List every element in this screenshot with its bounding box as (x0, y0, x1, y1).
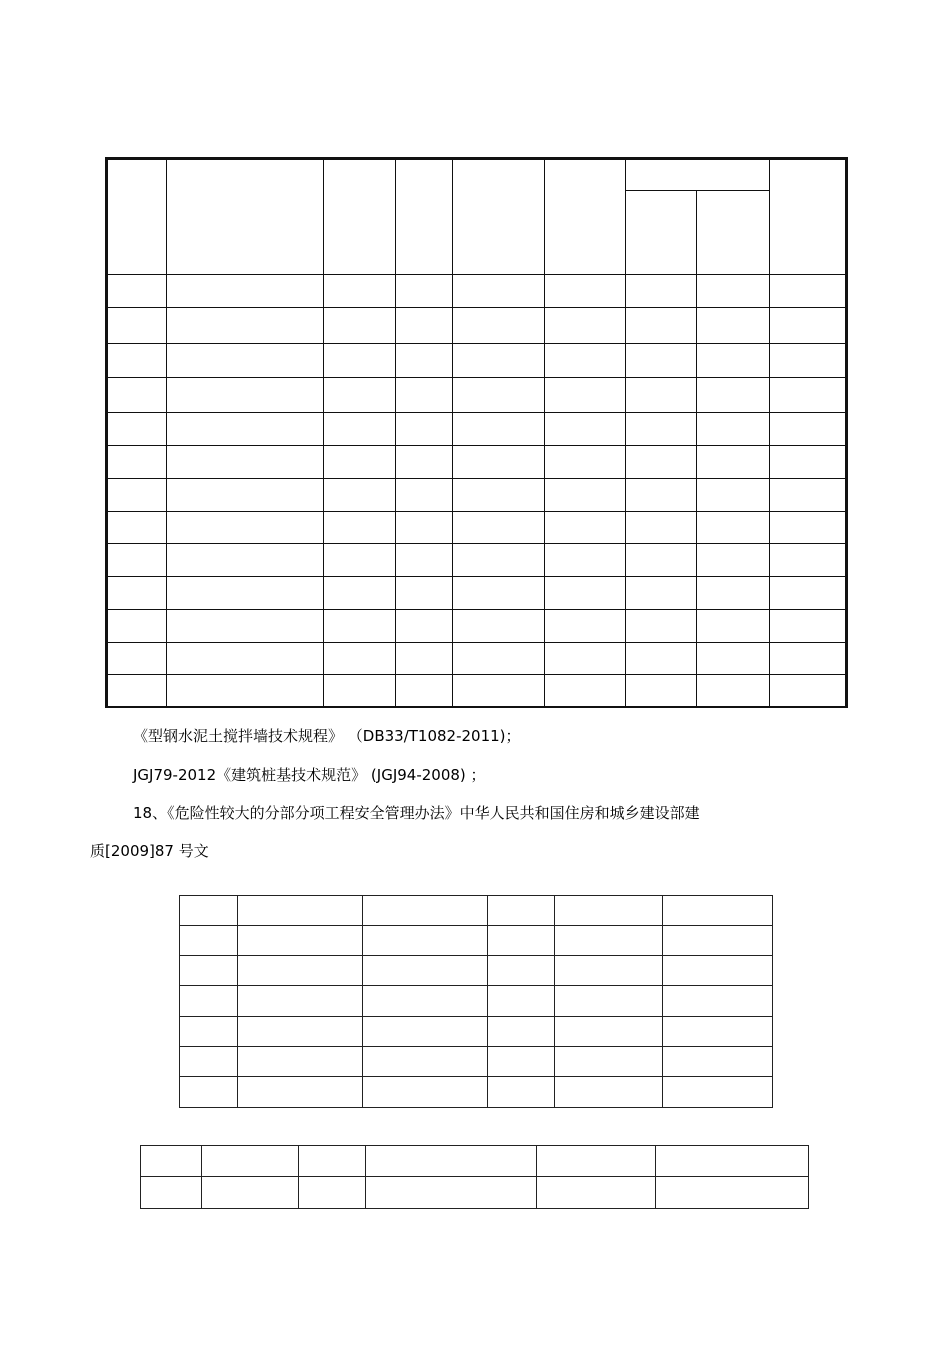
table-cell (663, 956, 773, 986)
table-cell (453, 378, 545, 413)
table-cell (545, 275, 626, 308)
table-cell (107, 344, 167, 378)
table-cell (324, 378, 396, 413)
table-cell (141, 1146, 202, 1177)
table-row (107, 675, 847, 707)
table-cell (396, 308, 453, 344)
reference-line-1: 《型钢水泥土搅拌墙技术规程》 （DB33/T1082-2011)； (133, 727, 521, 745)
table-cell (770, 577, 847, 610)
table-cell (488, 1077, 555, 1108)
table-cell (396, 512, 453, 544)
table-cell (107, 308, 167, 344)
table-cell (167, 643, 324, 675)
reference-line-2: JGJ79-2012《建筑桩基技术规范》 (JGJ94-2008) ； (133, 766, 486, 784)
table-cell (545, 378, 626, 413)
table-cell (324, 577, 396, 610)
table-cell (238, 1047, 363, 1077)
table-cell (324, 413, 396, 446)
header-cell (107, 159, 167, 275)
main-table (105, 157, 848, 708)
reference-line-4: 质[2009]87 号文 (90, 842, 209, 860)
table-row (180, 926, 773, 956)
table-cell (238, 956, 363, 986)
table-cell (453, 544, 545, 577)
table-cell (180, 1017, 238, 1047)
table-cell (770, 275, 847, 308)
table-row (141, 1177, 809, 1209)
table-cell (626, 275, 697, 308)
table-cell (770, 413, 847, 446)
table-cell (299, 1177, 366, 1209)
table-cell (453, 479, 545, 512)
table-cell (238, 896, 363, 926)
table-cell (697, 344, 770, 378)
table-cell (324, 275, 396, 308)
table-cell (453, 344, 545, 378)
table-cell (770, 479, 847, 512)
table-cell (626, 479, 697, 512)
table-cell (697, 544, 770, 577)
table-cell (167, 544, 324, 577)
table-cell (555, 1077, 663, 1108)
table-cell (324, 512, 396, 544)
table-cell (626, 378, 697, 413)
table-cell (545, 413, 626, 446)
table-cell (626, 308, 697, 344)
table-cell (626, 577, 697, 610)
table-cell (626, 544, 697, 577)
table-cell (107, 378, 167, 413)
header-cell (167, 159, 324, 275)
table-cell (697, 378, 770, 413)
table-cell (180, 986, 238, 1017)
table-cell (555, 1047, 663, 1077)
table-cell (202, 1177, 299, 1209)
table-row (107, 544, 847, 577)
table-cell (363, 1017, 488, 1047)
table-cell (555, 926, 663, 956)
table-cell (663, 1077, 773, 1108)
table-cell (453, 275, 545, 308)
header-group-cell (626, 159, 770, 191)
table-cell (238, 1017, 363, 1047)
table-cell (324, 479, 396, 512)
table-cell (663, 986, 773, 1017)
table-cell (167, 308, 324, 344)
table-cell (656, 1177, 809, 1209)
table-cell (396, 643, 453, 675)
table-cell (697, 308, 770, 344)
table-cell (656, 1146, 809, 1177)
table-cell (396, 577, 453, 610)
table-row (107, 344, 847, 378)
table-cell (107, 643, 167, 675)
table-cell (396, 675, 453, 707)
table-cell (324, 308, 396, 344)
table-cell (167, 675, 324, 707)
table-cell (545, 675, 626, 707)
table-cell (167, 275, 324, 308)
table-cell (396, 479, 453, 512)
table-cell (107, 675, 167, 707)
table-cell (324, 675, 396, 707)
table-cell (167, 610, 324, 643)
table-cell (363, 926, 488, 956)
table-row (180, 896, 773, 926)
table-cell (545, 479, 626, 512)
table-cell (107, 512, 167, 544)
table-cell (324, 610, 396, 643)
table-cell (107, 577, 167, 610)
table-cell (167, 577, 324, 610)
table-cell (396, 446, 453, 479)
table-cell (202, 1146, 299, 1177)
table-row (107, 446, 847, 479)
table-row (107, 512, 847, 544)
table-cell (453, 643, 545, 675)
header-cell (324, 159, 396, 275)
table-cell (453, 675, 545, 707)
table-cell (238, 1077, 363, 1108)
table-cell (545, 544, 626, 577)
table-cell (453, 308, 545, 344)
table-cell (697, 512, 770, 544)
table-cell (663, 926, 773, 956)
table-cell (663, 1047, 773, 1077)
table-cell (324, 643, 396, 675)
table-cell (363, 986, 488, 1017)
table-cell (697, 446, 770, 479)
table-cell (697, 643, 770, 675)
header-cell (453, 159, 545, 275)
table-cell (626, 610, 697, 643)
table-cell (697, 675, 770, 707)
table-cell (453, 512, 545, 544)
table-row (107, 577, 847, 610)
table-cell (545, 610, 626, 643)
header-cell (545, 159, 626, 275)
header-sub-cell (697, 191, 770, 275)
header-row (107, 159, 847, 191)
table-cell (180, 1047, 238, 1077)
table-cell (453, 446, 545, 479)
bottom-table (140, 1145, 809, 1209)
header-cell (770, 159, 847, 275)
table-cell (555, 956, 663, 986)
table-row (107, 308, 847, 344)
table-cell (167, 344, 324, 378)
table-cell (697, 479, 770, 512)
table-cell (488, 956, 555, 986)
table-cell (545, 512, 626, 544)
table-cell (366, 1177, 537, 1209)
table-cell (453, 413, 545, 446)
middle-table (179, 895, 773, 1108)
table-cell (363, 956, 488, 986)
table-cell (366, 1146, 537, 1177)
table-cell (180, 956, 238, 986)
table-cell (663, 896, 773, 926)
table-row (107, 479, 847, 512)
table-cell (396, 378, 453, 413)
table-row (180, 956, 773, 986)
table-cell (167, 413, 324, 446)
table-cell (545, 577, 626, 610)
table-row (180, 986, 773, 1017)
table-cell (396, 344, 453, 378)
table-cell (238, 986, 363, 1017)
table-cell (107, 446, 167, 479)
table-cell (545, 344, 626, 378)
header-cell (396, 159, 453, 275)
table-cell (396, 544, 453, 577)
table-cell (537, 1146, 656, 1177)
table-cell (396, 413, 453, 446)
table-cell (488, 896, 555, 926)
table-cell (770, 675, 847, 707)
table-cell (107, 610, 167, 643)
table-cell (396, 610, 453, 643)
table-cell (180, 1077, 238, 1108)
table-cell (697, 413, 770, 446)
table-cell (537, 1177, 656, 1209)
table-cell (488, 986, 555, 1017)
table-cell (770, 446, 847, 479)
table-cell (167, 446, 324, 479)
table-cell (697, 275, 770, 308)
table-cell (626, 344, 697, 378)
table-row (107, 610, 847, 643)
table-cell (167, 512, 324, 544)
table-cell (697, 610, 770, 643)
reference-line-3: 18、《危险性较大的分部分项工程安全管理办法》中华人民共和国住房和城乡建设部建 (133, 804, 700, 822)
table-row (107, 643, 847, 675)
table-cell (555, 986, 663, 1017)
table-cell (299, 1146, 366, 1177)
table-cell (180, 896, 238, 926)
table-cell (324, 544, 396, 577)
table-row (180, 1077, 773, 1108)
table-cell (488, 1047, 555, 1077)
table-row (180, 1047, 773, 1077)
table-row (141, 1146, 809, 1177)
table-cell (545, 308, 626, 344)
table-cell (626, 675, 697, 707)
table-cell (770, 344, 847, 378)
table-cell (167, 479, 324, 512)
table-cell (626, 413, 697, 446)
table-cell (107, 413, 167, 446)
table-cell (167, 378, 324, 413)
table-cell (324, 446, 396, 479)
table-cell (453, 577, 545, 610)
table-cell (107, 479, 167, 512)
table-cell (626, 446, 697, 479)
table-row (107, 275, 847, 308)
table-row (180, 1017, 773, 1047)
table-cell (770, 378, 847, 413)
table-cell (770, 643, 847, 675)
table-cell (663, 1017, 773, 1047)
table-cell (488, 1017, 555, 1047)
table-cell (697, 577, 770, 610)
table-cell (545, 643, 626, 675)
header-sub-cell (626, 191, 697, 275)
table-cell (626, 643, 697, 675)
table-cell (770, 544, 847, 577)
table-cell (555, 896, 663, 926)
table-cell (770, 610, 847, 643)
table-cell (555, 1017, 663, 1047)
table-cell (363, 896, 488, 926)
table-cell (324, 344, 396, 378)
table-cell (396, 275, 453, 308)
table-cell (107, 544, 167, 577)
table-cell (107, 275, 167, 308)
table-cell (238, 926, 363, 956)
table-cell (488, 926, 555, 956)
table-cell (453, 610, 545, 643)
table-cell (770, 308, 847, 344)
table-cell (141, 1177, 202, 1209)
table-row (107, 413, 847, 446)
table-cell (363, 1077, 488, 1108)
table-row (107, 378, 847, 413)
table-cell (626, 512, 697, 544)
table-cell (770, 512, 847, 544)
table-cell (363, 1047, 488, 1077)
table-cell (545, 446, 626, 479)
table-cell (180, 926, 238, 956)
